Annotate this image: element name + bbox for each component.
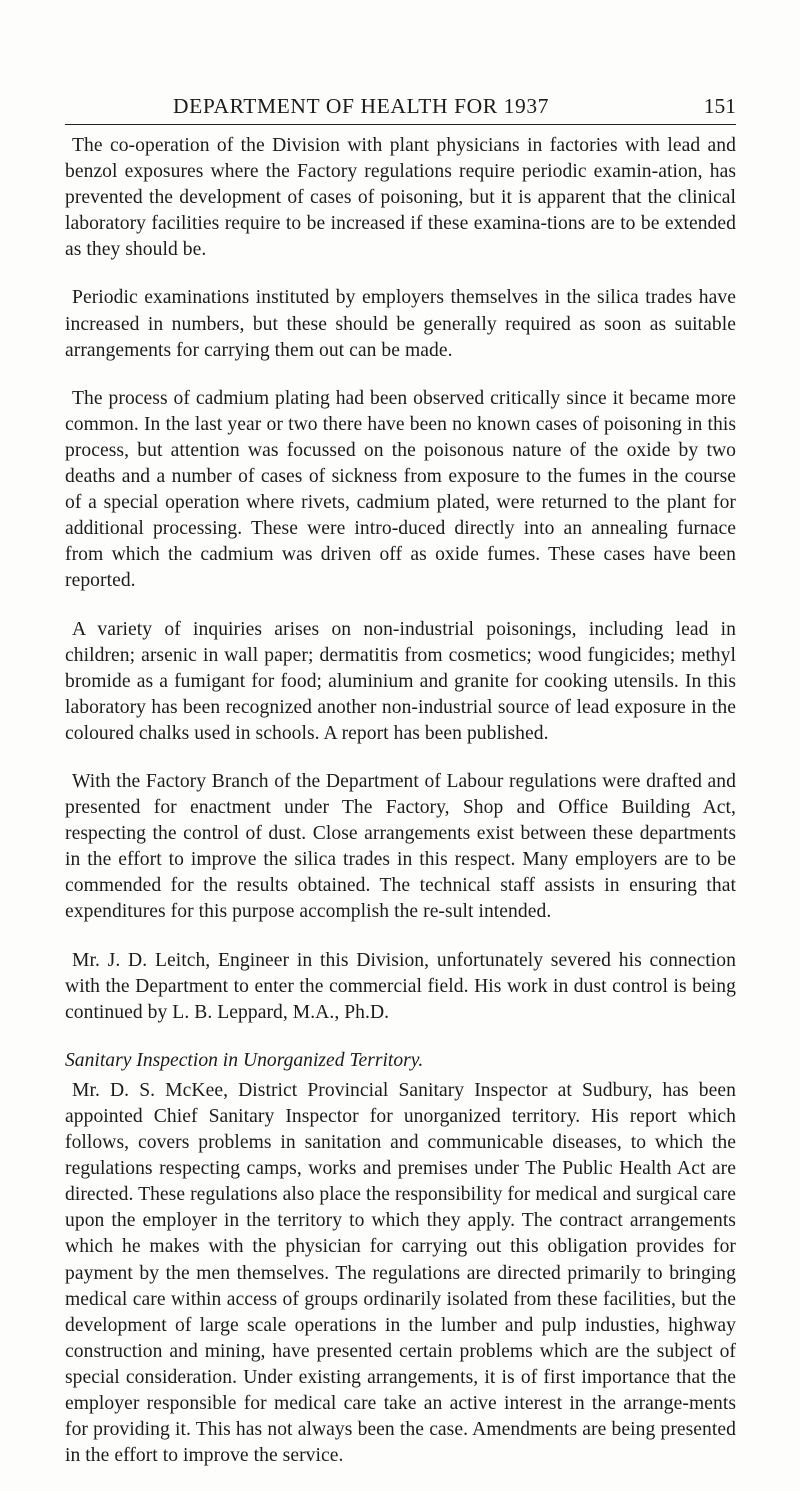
paragraph-cadmium-plating: The process of cadmium plating had been observed critically since it became more common. In the last year or two there have been no known cases of poisoning in this process, but attention was focussed on the poisonous nature of the oxide by two deaths and a number of cases of sickness from exposure to the fumes in the course of a special operation where rivets, cadmium plated, were returned to the plant for additional processing. These were intro-duced directly into an annealing furnace from which the cadmium was driven off as oxide fumes. These cases have been reported. xyxy=(65,387,736,592)
paragraph-sanitary-inspection: Mr. D. S. McKee, District Provincial Sanitary Inspector at Sudbury, has been appointed Chief Sanitary Inspector for unorganized territory. His report which follows, covers problems in sanitation and communicable diseases, to which the regulations respecting camps, works and premises under The Public Health Act are directed. These regulations also place the responsibility for medical and surgical care upon the employer in the territory to which they apply. The contract arrangements which he makes with the physician for carrying out this obligation provides for payment by the men themselves. The regulations are directed primarily to bringing medical care within access of groups ordinarily isolated from these facilities, but the development of large scale operations in the lumber and pulp industies, highway construction and mining, have presented certain problems which are the subject of special consideration. Under existing arrangements, it is of first importance that the employer responsible for medical care take an active interest in the arrange-ments for providing it. This has not always been the case. Amendments are being presented in the effort to improve the service. xyxy=(65,1079,736,1467)
header-title: DEPARTMENT OF HEALTH FOR 1937 xyxy=(173,94,550,118)
running-header xyxy=(65,92,736,122)
paragraph-non-industrial-poisonings: A variety of inquiries arises on non-industrial poisonings, including lead in children; arsenic in wall paper; dermatitis from cosmetics; wood fungicides; methyl bromide as a fumigant for food; aluminium and granite for cooking utensils. In this laboratory has been recognized another non-industrial source of lead exposure in the coloured chalks used in schools. A report has been published. xyxy=(65,618,736,744)
paragraph-plant-physicians: The co-operation of the Division with plant physicians in factories with lead and benzol exposures where the Factory regulations require periodic examin-ation, has prevented the development of cases of poisoning, but it is apparent that the clinical laboratory facilities require to be increased if these examina-tions are to be extended as they should be. xyxy=(65,135,736,261)
paragraph-leitch: Mr. J. D. Leitch, Engineer in this Division, unfortunately severed his connection with the Department to enter the commercial field. His work in dust control is being continued by L. B. Leppard, M.A., Ph.D. xyxy=(65,949,736,1023)
paragraph-factory-branch: With the Factory Branch of the Department of Labour regulations were drafted and presented for enactment under The Factory, Shop and Office Building Act, respecting the control of dust. Close arrangements exist between these departments in the effort to improve the silica trades in this respect. Many employers are to be commended for the results obtained. The technical staff assists in ensuring that expenditures for this purpose accomplish the re-sult intended. xyxy=(65,770,736,923)
document-body xyxy=(65,133,736,1491)
header-rule xyxy=(65,124,736,125)
page-number: 151 xyxy=(703,94,736,118)
paragraph-periodic-examinations: Periodic examinations instituted by employers themselves in the silica trades have increased in numbers, but these should be generally required as soon as suitable arrangements for carrying them out can be made. xyxy=(65,287,736,361)
section-heading: Sanitary Inspection in Unorganized Territory. xyxy=(65,1049,424,1071)
